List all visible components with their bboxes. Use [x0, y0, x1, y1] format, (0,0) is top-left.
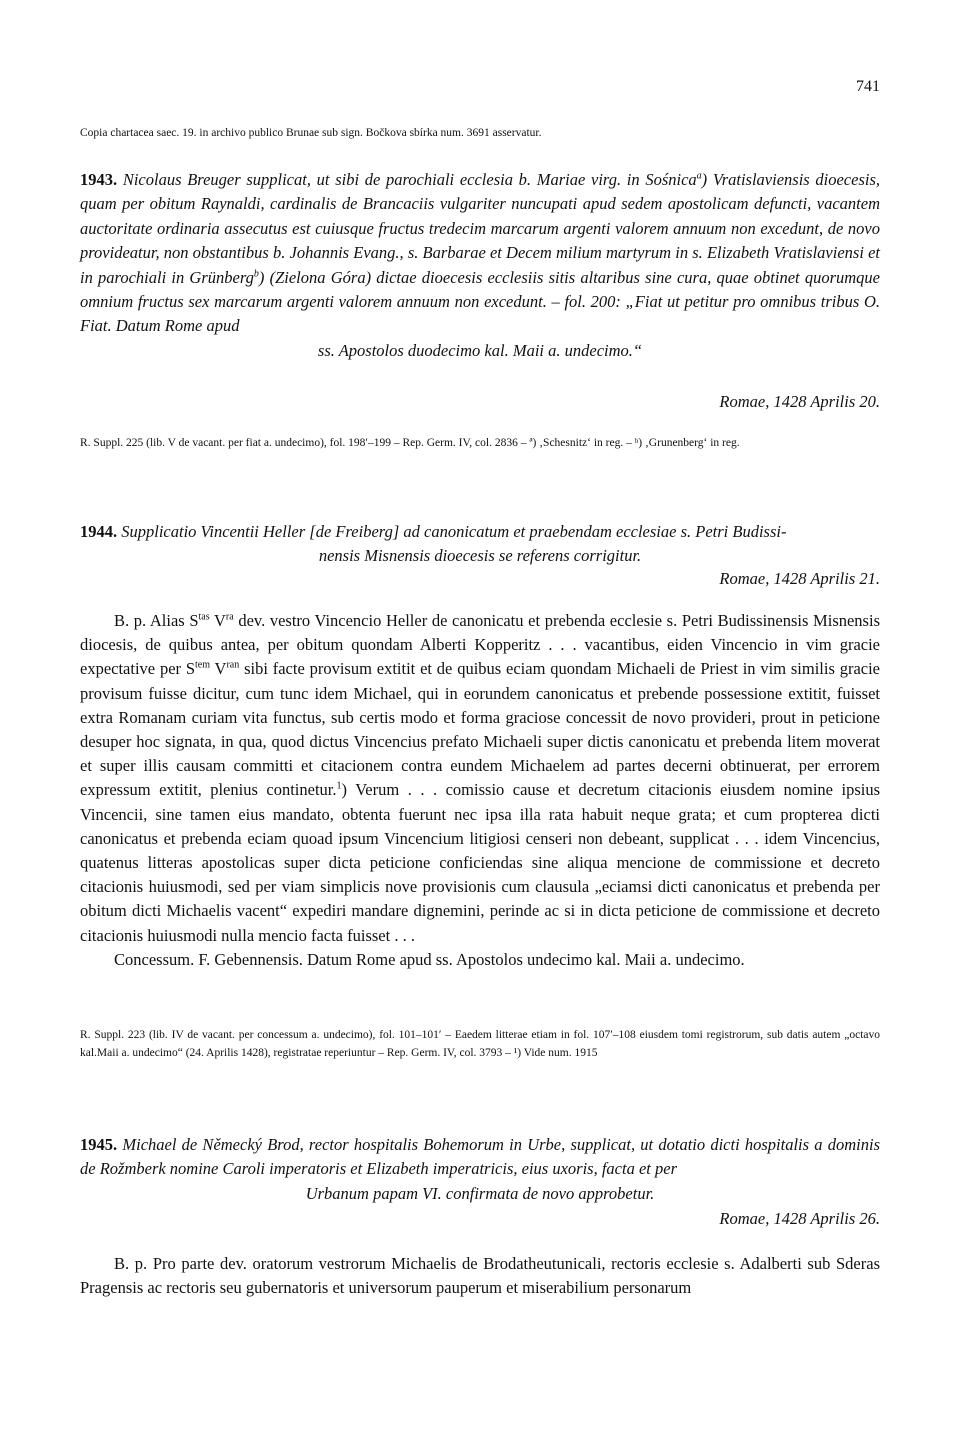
footnote-mark: a	[696, 170, 702, 182]
regest-text-center: ss. Apostolos duodecimo kal. Maii a. undecimo.“	[317, 340, 643, 360]
entry-1944-body	[80, 609, 880, 972]
superscript: tem	[195, 659, 211, 671]
entry-1944-date: Romae, 1428 Aprilis 21.	[719, 569, 880, 588]
concessum-line: Concessum. F. Gebennensis. Datum Rome apud ss. Apostolos undecimo kal. Maii a. undecimo.	[114, 949, 745, 969]
entry-1943-note: R. Suppl. 225 (lib. V de vacant. per fiat a. undecimo), fol. 198′–199 – Rep. Germ. IV, col. 2836 – ª) ‚Schesnitz‘ in reg. – ᵇ) ‚Grunenberg‘ in reg.	[80, 437, 740, 449]
entry-1943-regest	[80, 168, 880, 363]
regest-text: ) (Zielona Góra) dictae dioecesis ecclesiis sitis altaribus sine cura, quae obtinet quorumque omnium fructus sex marcarum argenti valorem annuum non excedunt. – fol. 200: „Fiat ut petitur pro omnibus tribus O. Fiat. Datum Rome apud	[80, 267, 881, 336]
entry-number: 1945.	[80, 1135, 118, 1154]
entry-number: 1944.	[80, 522, 118, 541]
superscript: ran	[226, 659, 240, 671]
entry-1945-body	[80, 1252, 880, 1300]
regest-text-center: Urbanum papam VI. confirmata de novo approbetur.	[305, 1183, 655, 1203]
entry-number: 1943.	[80, 170, 118, 189]
regest-text-center: nensis Misnensis dioecesis se referens corrigitur.	[318, 546, 642, 566]
footnote-mark: 1	[336, 780, 342, 792]
body-text: dev. vestro Vincencio Heller de canonicatu et prebenda ecclesie s. Petri Budissinensis Misnensis diocesis, de quibus antea, per obitum quondam Alberti Kopperitz . . . vacantibus, eiden Vincencio in vim gracie expectative per S	[80, 611, 880, 679]
body-paragraph	[80, 609, 880, 948]
header-note: Copia chartacea saec. 19. in archivo publico Brunae sub sign. Bočkova sbírka num. 3691 asservatur.	[80, 127, 542, 139]
regest-text: ) Vratislaviensis dioecesis, quam per obitum Raynaldi, cardinalis de Brancaciis vulgariter nuncupati apud sedem apostolicam defuncti, vacantem auctoritate ordinaria assecutus est cuiusque fructus tredecim marcarum argenti valorem annuum non excedunt, de novo provideatur, non obstantibus b. Johannis Evang., s. Barbarae et Decem milium martyrum in s. Elizabeth Vratislaviensi et in parochiali in Grünberg	[80, 170, 881, 287]
body-text: B. p. Alias S	[114, 611, 199, 630]
body-text: sibi facte provisum extitit et de quibus eciam quondam Michaeli de Priest in vim similis gracie provisum fuisse dicitur, cum tunc idem Michael, qui in eorundem canonicatus et prebende possessione extitit, fuisset extra Romanam curiam vita functus, sub certis modo et forma graciose concessit de novo provideri, prout in peticione desuper hoc signata, in qua, quod dictus Vincencius prefato Michaeli super dictis canonicatu et prebenda litem moverat et super illis causam committi et citacionem contra eundem Michaelem ad partes decerni obtinuerat, per errorem expressum extitit, plenius continetur.	[80, 659, 880, 800]
regest-text: Nicolaus Breuger supplicat, ut sibi de parochiali ecclesia b. Mariae virg. in Sośnica	[122, 170, 697, 189]
body-text: V	[209, 611, 226, 630]
body-paragraph: B. p. Pro parte dev. oratorum vestrorum Michaelis de Brodatheutunicali, rectoris ecclesie s. Adalberti sub Sderas Pragensis ac rectoris seu gubernatoris et universorum pauperum et miserabilium personarum	[80, 1254, 880, 1298]
entry-1944-regest	[80, 520, 880, 569]
regest-text: Supplicatio Vincentii Heller [de Freiberg] ad canonicatum et praebendam ecclesiae s. Petri Budissi-	[121, 522, 787, 541]
body-text: ) Verum . . . comissio cause et decretum citacionis eiusdem nomine ipsius Vincencii, sine tamen eius mandato, obtenta fuerunt nec ipsa illa rata habuit neque grata; et cum propterea dicti canonicatus et prebenda eciam quoad ipsum Vincencium litigiosi censeri non debeant, supplicat . . . idem Vincencius, quatenus litteras apostolicas super dicta peticione conficiendas sine aliqua mencione de commissione et decreto citacionis huiusmodi, sed per viam simplicis nove provisionis cum clausula „eciamsi dicti canonicatus et prebenda per obitum dicti Michaelis vacent“ expediri mandare dignemini, perinde ac si in dicta peticione de commissione et decreto citacionis huiusmodi nulla mencio facta fuisset . . .	[80, 780, 880, 945]
page-number: 741	[856, 78, 880, 95]
entry-1945-date: Romae, 1428 Aprilis 26.	[719, 1209, 880, 1228]
entry-1944-note: R. Suppl. 223 (lib. IV de vacant. per concessum a. undecimo), fol. 101–101′ – Eaedem litterae etiam in fol. 107′–108 eiusdem tomi registrorum, sub datis autem „octavo kal.Maii a. undecimo“ (24. Aprilis 1428), registratae reperiuntur – Rep. Germ. IV, col. 3793 – ¹) Vide num. 1915	[80, 1029, 880, 1059]
superscript: ra	[225, 611, 234, 623]
superscript: tas	[198, 611, 210, 623]
entry-1945-regest	[80, 1133, 880, 1206]
regest-text: Michael de Německý Brod, rector hospitalis Bohemorum in Urbe, supplicat, ut dotatio dicti hospitalis a dominis de Rožmberk nomine Caroli imperatoris et Elizabeth imperatricis, eius uxoris, facta et per	[80, 1135, 881, 1179]
footnote-mark: b	[253, 268, 259, 280]
entry-1943-date: Romae, 1428 Aprilis 20.	[719, 392, 880, 411]
body-text: V	[210, 659, 227, 679]
